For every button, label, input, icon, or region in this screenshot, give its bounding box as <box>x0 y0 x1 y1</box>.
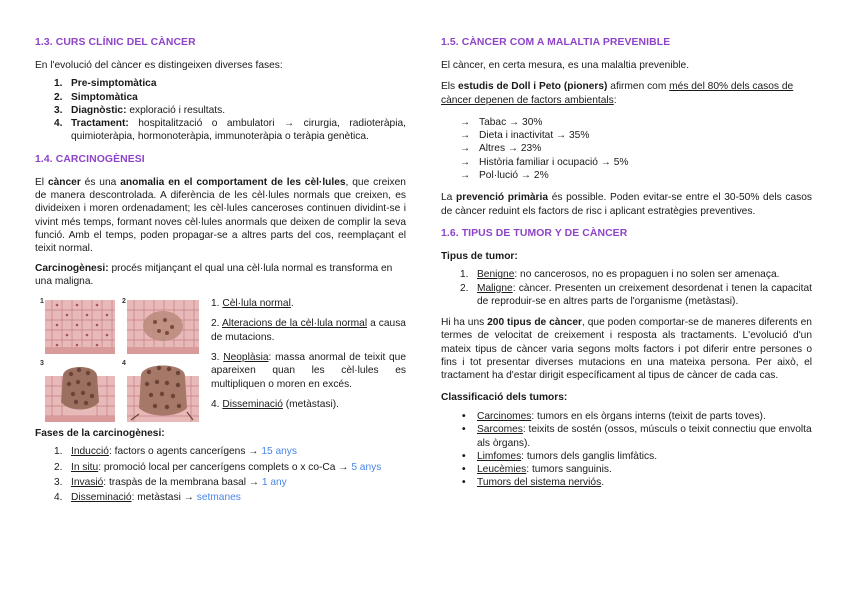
cell-stages-illustration <box>35 296 207 424</box>
list-item: → Pol·lució → 2% <box>460 170 549 182</box>
neoplasia-image <box>45 362 115 422</box>
carcinogenesis-figure <box>35 296 406 424</box>
list-item: → Tabac → 30% <box>460 116 543 128</box>
list-item: → Història familiar i ocupació → 5% <box>460 156 629 168</box>
cancer-definition: El càncer és una anomalia en el comportament de les cèl·lules, que creixen de manera descontrolada. A diferència de les cèl·lules normals que creixen, es divideixen i moren ordenadament; les cèl·lules canceroses continuen dividint-se i vivint més temps, formant noves cèl·lules anormals que deixen de complir la seva funció. Amb el temps, poden propagar-se a altres parts del cos, reemplaçant el teixit normal. <box>35 176 406 255</box>
cancer-types-paragraph: Hi ha uns 200 tipus de càncer, que poden comportar-se de maneres diferents en termes de velocitat de creixement i resposta als tractaments. L'evolució d'un mateix tipus de càncer varia segons molts factors i pot diferir entre persones o fins i tot presentar diverses mutacions en una mateixa persona. Per això, el tractament ha d'estar dirigit específicament al tipus de càncer de cada cas. <box>441 317 812 382</box>
list-item: • Carcinomes: tumors en els òrgans interns (teixit de parts toves). <box>462 410 766 422</box>
list-item: 4. Disseminació: metàstasi → setmanes <box>54 492 241 504</box>
list-item: 2. Maligne: càncer. Presenten un creixement desordenat i tenen la capacitat de reproduir-se en altres parts de l'organisme (metàstasi). <box>460 282 812 307</box>
caption-1: 1. Cèl·lula normal. <box>211 298 294 310</box>
stage-number: 3 <box>40 360 44 368</box>
list-item: • Limfomes: tumors dels ganglis limfàtics. <box>462 450 658 462</box>
list-item: → Altres → 23% <box>460 143 542 155</box>
preventable-intro: El càncer, en certa mesura, es una malaltia prevenible. <box>441 60 690 71</box>
list-item: 1. Benigne: no cancerosos, no es propaguen i no solen ser amenaça. <box>460 269 780 281</box>
clinical-course-list <box>54 77 406 143</box>
normal-tissue-image <box>45 300 115 354</box>
section-title-1-6: 1.6. TIPUS DE TUMOR Y DE CÀNCER <box>441 227 628 239</box>
list-item: 1. Pre-simptomàtica <box>54 78 157 90</box>
list-item: 2. Simptomàtica <box>54 91 138 103</box>
tumor-types-list <box>460 268 812 308</box>
classification-list <box>459 410 812 490</box>
primary-prevention-paragraph: La prevenció primària és possible. Poden evitar-se entre el 30-50% dels casos de càncer reduint els factors de risc i aplicant estratègies preventives. <box>441 192 812 217</box>
risk-factors-list <box>460 116 812 182</box>
section-title-1-5: 1.5. CÀNCER COM A MALALTIA PREVENIBLE <box>441 37 671 48</box>
caption-2: 2. Alteracions de la cèl·lula normal a causa de mutacions. <box>211 318 406 343</box>
list-item: 4. Tractament: hospitalització o ambulatori → cirurgia, radioteràpia, quimioteràpia, hormonoteràpia, immunoteràpia o teràpia genètica. <box>54 118 406 143</box>
tumor-types-title: Tipus de tumor: <box>441 250 518 262</box>
altered-cells-image <box>127 300 199 354</box>
stage-number: 4 <box>122 360 126 368</box>
list-item: • Leucèmies: tumors sanguinis. <box>462 464 612 476</box>
left-column <box>35 30 406 505</box>
section-title-1-4: 1.4. CARCINOGÈNESI <box>35 153 145 165</box>
phases-title: Fases de la carcinogènesi: <box>35 428 165 440</box>
list-item: • Tumors del sistema nerviós. <box>462 477 605 489</box>
list-item: • Sarcomes: teixits de sostén (ossos, músculs o teixit connectiu que envolta als òrgans). <box>462 424 812 449</box>
doll-peto-paragraph: Els estudis de Doll i Peto (pioners) afirmen com més del 80% dels casos de càncer depenen de factors ambientals: <box>441 81 794 106</box>
section-title-1-3: 1.3. CURS CLÍNIC DEL CÀNCER <box>35 37 196 48</box>
figure-captions <box>211 296 406 418</box>
classification-title: Classificació dels tumors: <box>441 391 568 403</box>
carcinogenesis-definition: Carcinogènesi: procés mitjançant el qual una cèl·lula normal es transforma en una maligna. <box>35 262 393 287</box>
section-1-3-intro: En l'evolució del càncer es distingeixen diverses fases: <box>35 60 283 71</box>
right-column <box>441 30 812 490</box>
list-item: 1. Inducció: factors o agents cancerígens → 15 anys <box>54 446 297 458</box>
stage-number: 1 <box>40 298 44 306</box>
phases-list <box>54 445 406 504</box>
list-item: 3. Invasió: traspàs de la membrana basal → 1 any <box>54 477 287 489</box>
list-item: 2. In situ: promoció local per cancerígens complets o x co-Ca → 5 anys <box>54 461 382 473</box>
list-item: 3. Diagnòstic: exploració i resultats. <box>54 104 226 116</box>
dissemination-image <box>127 362 199 422</box>
caption-3: 3. Neoplàsia: massa anormal de teixit que apareixen quan les cèl·lules es multipliquen o moren en excés. <box>211 352 406 390</box>
stage-number: 2 <box>122 298 126 306</box>
list-item: → Dieta i inactivitat → 35% <box>460 130 590 142</box>
caption-4: 4. Disseminació (metàstasi). <box>211 398 339 410</box>
